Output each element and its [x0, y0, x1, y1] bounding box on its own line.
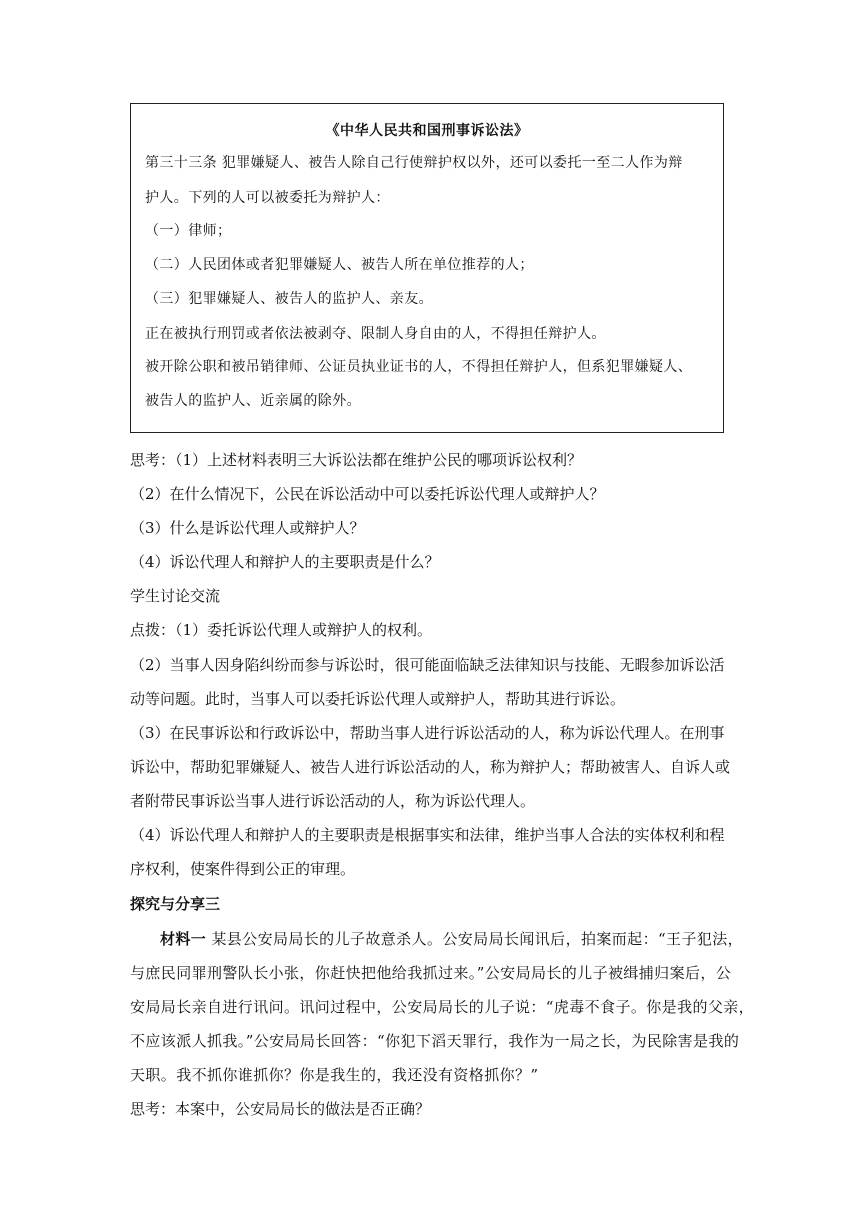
- hint-3-line-1: （3）在民事诉讼和行政诉讼中，帮助当事人进行诉讼活动的人，称为诉讼代理人。在刑事: [130, 724, 725, 742]
- think-question-1: 思考：（1）上述材料表明三大诉讼法都在维护公民的哪项诉讼权利？: [130, 451, 583, 469]
- hint-4-line-1: （4）诉讼代理人和辩护人的主要职责是根据事实和法律，维护当事人合法的实体权利和程: [130, 826, 725, 844]
- law-line: 被开除公职和被吊销律师、公证员执业证书的人，不得担任辩护人，但系犯罪嫌疑人、: [145, 359, 693, 375]
- hint-1: 点拨：（1）委托诉讼代理人或辩护人的权利。: [130, 621, 433, 639]
- discussion-note: 学生讨论交流: [130, 587, 221, 605]
- law-line: （一）律师；: [145, 223, 232, 239]
- material-line-1: [160, 928, 743, 949]
- final-think-question: 思考：本案中，公安局局长的做法是否正确？: [130, 1100, 431, 1118]
- hint-4-line-2: 序权利，使案件得到公正的审理。: [130, 860, 356, 878]
- material-line-5: 天职。我不抓你谁抓你？你是我生的，我还没有资格抓你？”: [130, 1066, 539, 1084]
- material-text: 某县公安局局长的儿子故意杀人。公安局局长闻讯后，拍案而起：“王子犯法，: [206, 930, 744, 948]
- law-line: （三）犯罪嫌疑人、被告人的监护人、亲友。: [145, 291, 433, 307]
- think-question-4: （4）诉讼代理人和辩护人的主要职责是什么？: [130, 553, 440, 571]
- hint-3-line-3: 者附带民事诉讼当事人进行诉讼活动的人，称为诉讼代理人。: [130, 792, 536, 810]
- material-line-4: 不应该派人抓我。”公安局局长回答：“你犯下滔天罪行，我作为一局之长，为民除害是我的: [130, 1032, 740, 1050]
- law-line: 第三十三条 犯罪嫌疑人、被告人除自己行使辩护权以外，还可以委托一至二人作为辩: [145, 155, 683, 171]
- material-label: 材料一: [160, 930, 207, 948]
- material-line-2: 与庶民同罪刑警队长小张，你赶快把他给我抓过来。”公安局局长的儿子被缉捕归案后，公: [130, 964, 732, 982]
- law-line: 正在被执行刑罚或者依法被剥夺、限制人身自由的人，不得担任辩护人。: [145, 326, 606, 342]
- hint-3-line-2: 诉讼中，帮助犯罪嫌疑人、被告人进行诉讼活动的人，称为辩护人；帮助被害人、自诉人或: [130, 758, 731, 776]
- material-line-3: 安局局长亲自进行讯问。讯问过程中，公安局局长的儿子说：“虎毒不食子。你是我的父亲，: [130, 998, 755, 1016]
- law-line: （二）人民团体或者犯罪嫌疑人、被告人所在单位推荐的人；: [145, 257, 534, 273]
- think-question-2: （2）在什么情况下，公民在诉讼活动中可以委托诉讼代理人或辩护人？: [130, 485, 605, 503]
- hint-2-line-2: 动等问题。此时，当事人可以委托诉讼代理人或辩护人，帮助其进行诉讼。: [130, 690, 626, 708]
- hint-2-line-1: （2）当事人因身陷纠纷而参与诉讼时，很可能面临缺乏法律知识与技能、无暇参加诉讼活: [130, 656, 725, 674]
- law-line: 护人。下列的人可以被委托为辩护人：: [145, 190, 390, 206]
- law-title: 《中华人民共和国刑事诉讼法》: [325, 123, 529, 139]
- section-heading: 探究与分享三: [130, 895, 221, 913]
- think-question-3: （3）什么是诉讼代理人或辩护人？: [130, 519, 365, 537]
- law-line: 被告人的监护人、近亲属的除外。: [145, 393, 361, 409]
- law-excerpt-box: [130, 103, 724, 433]
